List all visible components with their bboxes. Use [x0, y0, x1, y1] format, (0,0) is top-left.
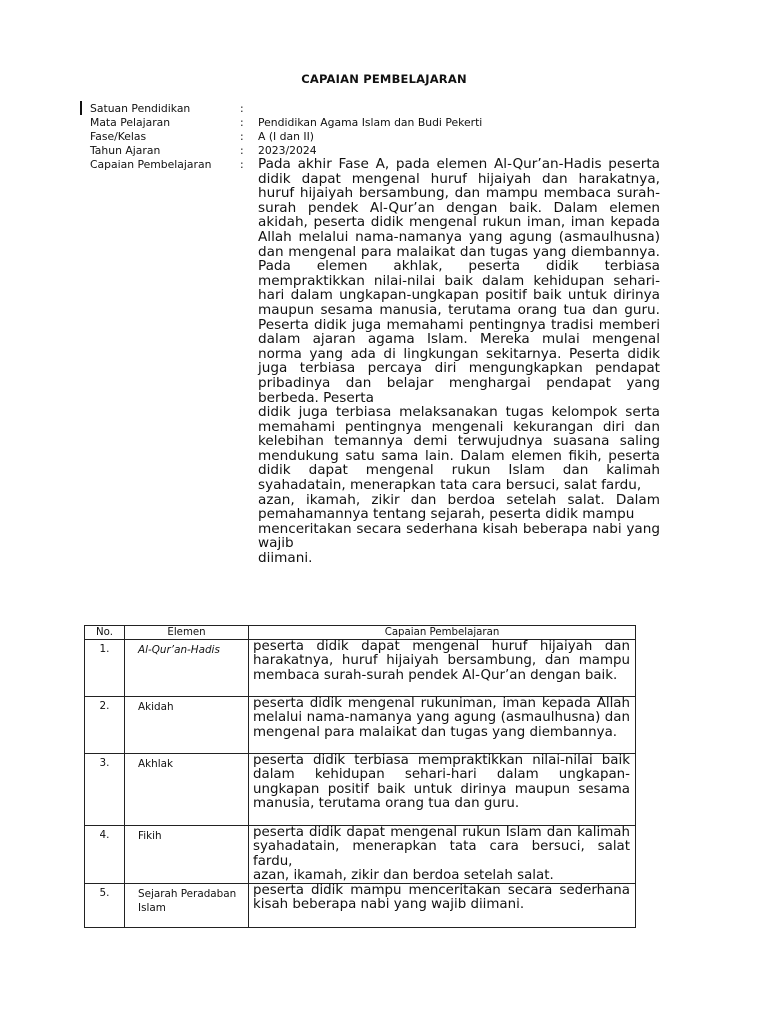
page-title: CAPAIAN PEMBELAJARAN — [301, 72, 467, 86]
info-colon: : — [240, 116, 244, 129]
info-label: Fase/Kelas — [90, 130, 147, 143]
info-section — [90, 102, 660, 566]
capaian-paragraph: azan, ikamah, zikir dan berdoa setelah salat. Dalam pemahamannya tentang sejarah, peserta didik mampu — [258, 491, 660, 523]
row-elemen: Sejarah Peradaban Islam — [125, 884, 249, 928]
text-cursor — [80, 101, 82, 115]
info-colon: : — [240, 158, 244, 171]
info-label: Capaian Pembelajaran — [90, 158, 212, 171]
capaian-paragraph: didik juga terbiasa melaksanakan tugas kelompok serta memahami pentingnya mengenali kekurangan diri dan kelebihan temannya demi terwujudnya suasana saling mendukung satu sama lain. Dalam elemen fikih, peserta didik dapat mengenal rukun Islam dan kalimah syahadatain, menerapkan tata cara bersuci, salat fardu, — [258, 404, 660, 494]
row-capaian — [249, 754, 636, 826]
table-row — [85, 826, 636, 884]
row-capaian-text: azan, ikamah, zikir dan berdoa setelah salat. — [253, 867, 554, 883]
info-label: Tahun Ajaran — [90, 144, 161, 157]
info-value: 2023/2024 — [258, 144, 317, 157]
info-label: Mata Pelajaran — [90, 116, 171, 129]
row-no: 1. — [85, 640, 125, 697]
row-capaian — [249, 826, 636, 884]
row-capaian-text: peserta didik terbiasa mempraktikkan nilai-nilai baik dalam kehidupan sehari-hari dalam ungkapan-ungkapan positif baik untuk dirinya maupun sesama manusia, terutama orang tua dan guru. — [253, 753, 630, 811]
info-value — [258, 102, 660, 116]
row-capaian — [249, 640, 636, 697]
row-capaian-text: peserta didik mampu menceritakan secara sederhana kisah beberapa nabi yang wajib diimani. — [253, 883, 630, 913]
row-no: 5. — [85, 884, 125, 928]
info-row-satuan — [90, 102, 660, 116]
header-capaian: Capaian Pembelajaran — [249, 626, 636, 640]
capaian-paragraph: menceritakan secara sederhana kisah beberapa nabi yang wajib — [258, 520, 660, 552]
table-row — [85, 884, 636, 928]
capaian-table — [84, 625, 636, 928]
info-value: A (I dan II) — [258, 130, 314, 143]
row-no: 2. — [85, 697, 125, 754]
info-row-mapel — [90, 116, 660, 130]
table-row — [85, 754, 636, 826]
info-row-capaian — [90, 158, 660, 566]
info-row-fase — [90, 130, 660, 144]
capaian-paragraph: Pada akhir Fase A, pada elemen Al-Qur’an-Hadis peserta didik dapat mengenal huruf hijaiyah dan harakatnya, huruf hijaiyah bersambung, dan mampu membaca surah-surah pendek Al-Qur’an dengan baik. Dalam elemen akidah, peserta didik mengenal rukun iman, iman kepada Allah melalui nama-namanya yang agung (asmaulhusna) dan mengenal para malaikat dan tugas yang diembannya. Pada elemen akhlak, peserta didik terbiasa mempraktikkan nilai-nilai baik dalam kehidupan sehari-hari dalam ungkapan-ungkapan positif baik untuk dirinya maupun sesama manusia, terutama orang tua dan guru. Peserta didik juga memahami pentingnya tradisi memberi dalam ajaran agama Islam. Mereka mulai mengenal norma yang ada di lingkungan sekitarnya. Peserta didik juga terbiasa percaya diri mengungkapkan pendapat pribadinya dan belajar menghargai pendapat yang berbeda. Peserta — [258, 156, 660, 406]
table-header-row — [85, 626, 636, 640]
row-elemen: Fikih — [125, 826, 249, 884]
capaian-paragraph: diimani. — [258, 550, 313, 567]
row-capaian-text: peserta didik mengenal rukuniman, iman kepada Allah melalui nama-namanya yang agung (asmaulhusna) dan mengenal para malaikat dan tugas yang diembannya. — [253, 696, 630, 740]
table-row — [85, 640, 636, 697]
row-capaian-text: peserta didik dapat mengenal huruf hijaiyah dan harakatnya, huruf hijaiyah bersambung, dan mampu membaca surah-surah pendek Al-Qur’an dengan baik. — [253, 639, 630, 683]
capaian-text — [258, 157, 660, 566]
info-colon: : — [240, 102, 244, 115]
info-colon: : — [240, 130, 244, 143]
row-no: 4. — [85, 826, 125, 884]
row-elemen: Akhlak — [125, 754, 249, 826]
row-elemen-text: Al-Qur’an-Hadis — [138, 644, 220, 656]
row-capaian — [249, 884, 636, 928]
row-elemen — [125, 640, 249, 697]
row-elemen: Akidah — [125, 697, 249, 754]
table-row — [85, 697, 636, 754]
info-label: Satuan Pendidikan — [90, 102, 191, 115]
header-elemen: Elemen — [125, 626, 249, 640]
row-capaian-text: peserta didik dapat mengenal rukun Islam dan kalimah syahadatain, menerapkan tata cara bersuci, salat fardu, — [253, 825, 630, 869]
header-no: No. — [85, 626, 125, 640]
info-value: Pendidikan Agama Islam dan Budi Pekerti — [258, 116, 483, 129]
row-capaian — [249, 697, 636, 754]
info-colon: : — [240, 144, 244, 157]
row-no: 3. — [85, 754, 125, 826]
